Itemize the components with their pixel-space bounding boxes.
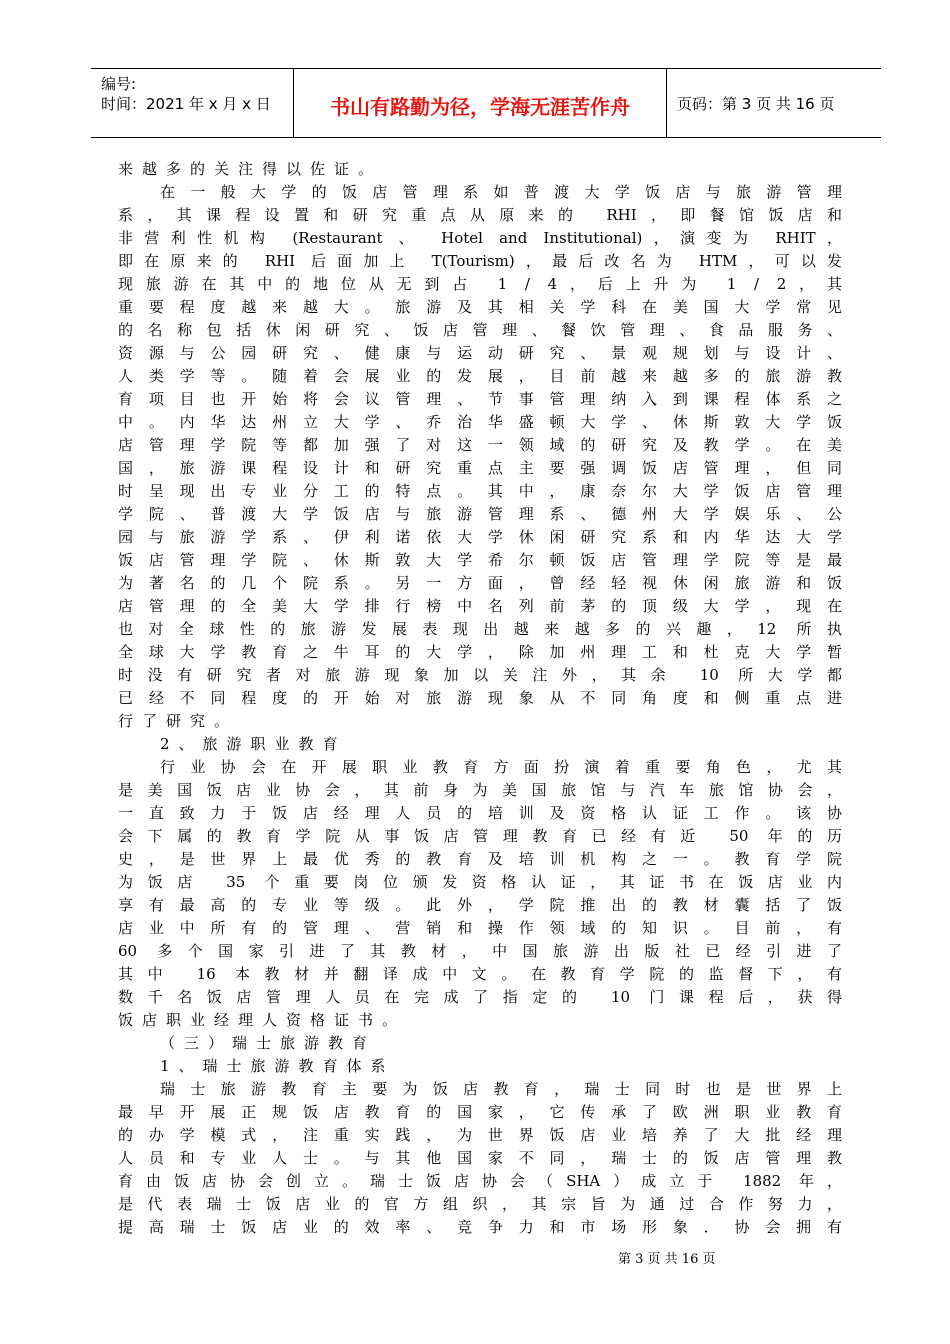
- body-line: 其中 16 本教材并翻译成中文。在教育学院的监督下，有: [118, 965, 842, 983]
- header-page-cell: [667, 69, 881, 137]
- body-line: 享有最高的专业等级。此外，学院推出的教材囊括了饭: [118, 896, 842, 914]
- body-line: 国，旅游课程设计和研究重点主要强调饭店管理，但同: [118, 459, 842, 477]
- section-heading: 2、旅游职业教育: [160, 735, 347, 753]
- body-line: 现旅游在其中的地位从无到占 1 / 4，后上升为 1 / 2，其: [118, 275, 842, 293]
- body-line: 育由饭店协会创立。瑞士饭店协会（SHA）成立于 1882 年，: [118, 1172, 842, 1190]
- body-line: 数千名饭店管理人员在完成了指定的 10 门课程后，获得: [118, 988, 842, 1006]
- body-line: 是代表瑞士饭店业的官方组织，其宗旨为通过合作努力，: [118, 1195, 842, 1213]
- body-line: 店管理学院等都加强了对这一领域的研究及教学。在美: [118, 436, 842, 454]
- body-line: 行了研究。: [118, 712, 239, 730]
- header-motto-cell: [293, 69, 667, 137]
- body-line: 人类学等。随着会展业的发展，目前越来越多的旅游教: [118, 367, 842, 385]
- body-line: 系，其课程设置和研究重点从原来的 RHI，即餐馆饭店和: [118, 206, 842, 224]
- document-number-label: 编号:: [101, 75, 137, 93]
- body-line: 饭店管理学院、休斯敦大学希尔顿饭店管理学院等是最: [118, 551, 842, 569]
- document-time-label: 时间：2021 年 x 月 x 日: [101, 95, 271, 113]
- body-line: 资源与公园研究、健康与运动研究、景观规划与设计、: [118, 344, 842, 362]
- body-line: 全球大学教育之牛耳的大学，除加州理工和杜克大学暂: [118, 643, 842, 661]
- body-line: 提高瑞士饭店业的效率、竞争力和市场形象．协会拥有: [118, 1218, 842, 1236]
- body-line: 60 多个国家引进了其教材，中国旅游出版社已经引进了: [118, 942, 842, 960]
- body-line: 一直致力于饭店经理人员的培训及资格认证工作。该协: [118, 804, 842, 822]
- body-line: 为饭店 35 个重要岗位颁发资格认证，其证书在饭店业内: [118, 873, 842, 891]
- body-line: 瑞士旅游教育主要为饭店教育，瑞士同时也是世界上: [160, 1080, 842, 1098]
- body-line: 也对全球性的旅游发展表现出越来越多的兴趣，12 所执: [118, 620, 842, 638]
- body-line: 育项目也开始将会议管理、节事管理纳入到课程体系之: [118, 390, 842, 408]
- body-line: 是美国饭店业协会，其前身为美国旅馆与汽车旅馆协会，: [118, 781, 842, 799]
- section-heading: （三）瑞士旅游教育: [160, 1034, 377, 1052]
- body-line: 即在原来的 RHI 后面加上 T(Tourism)，最后改名为 HTM，可以发: [118, 252, 842, 270]
- body-line: 会下属的教育学院从事饭店管理教育已经有近 50 年的历: [118, 827, 842, 845]
- body-line: 重要程度越来越大。旅游及其相关学科在美国大学常见: [118, 298, 842, 316]
- page-footer: 第 3 页 共 16 页: [618, 1252, 716, 1267]
- body-line: 已经不同程度的开始对旅游现象从不同角度和侧重点进: [118, 689, 842, 707]
- page-header: [91, 68, 881, 138]
- body-line: 店管理的全美大学排行榜中名列前茅的顶级大学，现在: [118, 597, 842, 615]
- body-line: 学院、普渡大学饭店与旅游管理系、德州大学娱乐、公: [118, 505, 842, 523]
- body-line: 行业协会在开展职业教育方面扮演着重要角色，尤其: [160, 758, 842, 776]
- body-line: 饭店职业经理人资格证书。: [118, 1011, 407, 1029]
- body-line: 中。内华达州立大学、乔治华盛顿大学、休斯敦大学饭: [118, 413, 842, 431]
- body-line: 最早开展正规饭店教育的国家，它传承了欧洲职业教育: [118, 1103, 842, 1121]
- body-line: 非营利性机构 (Restaurant 、 Hotel and Institutional)，演变为 RHIT，: [118, 229, 842, 247]
- subsection-heading: 1、瑞士旅游教育体系: [160, 1057, 395, 1075]
- body-line: 的办学模式，注重实践，为世界饭店业培养了大批经理: [118, 1126, 842, 1144]
- body-line: 来越多的关注得以佐证。: [118, 160, 383, 178]
- body-line: 时呈现出专业分工的特点。其中，康奈尔大学饭店管理: [118, 482, 842, 500]
- body-line: 史，是世界上最优秀的教育及培训机构之一。教育学院: [118, 850, 842, 868]
- body-line: 园与旅游学系、伊利诺依大学休闲研究系和内华达大学: [118, 528, 842, 546]
- body-line: 在一般大学的饭店管理系如普渡大学饭店与旅游管理: [160, 183, 842, 201]
- body-line: 的名称包括休闲研究、饭店管理、餐饮管理、食品服务、: [118, 321, 842, 339]
- body-line: 为著名的几个院系。另一方面，曾经轻视休闲旅游和饭: [118, 574, 842, 592]
- header-motto: 书山有路勤为径，学海无涯苦作舟: [330, 95, 630, 119]
- body-line: 人员和专业人士。与其他国家不同，瑞士的饭店管理教: [118, 1149, 842, 1167]
- header-meta-cell: [91, 69, 293, 137]
- body-line: 时没有研究者对旅游现象加以关注外，其余 10 所大学都: [118, 666, 842, 684]
- body-line: 店业中所有的管理、营销和操作领域的知识。目前，有: [118, 919, 842, 937]
- header-page-info: 页码：第 3 页 共 16 页: [677, 95, 835, 113]
